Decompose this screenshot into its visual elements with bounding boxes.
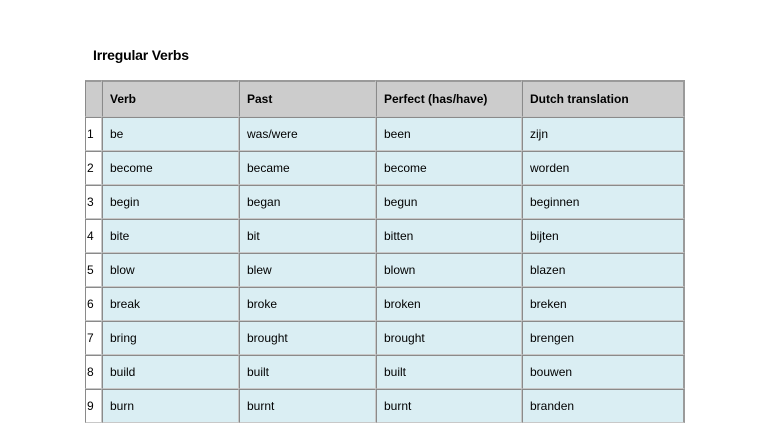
cell-verb: be [102, 117, 239, 151]
cell-verb: build [102, 355, 239, 389]
row-number: 6 [85, 287, 102, 321]
cell-verb: bring [102, 321, 239, 355]
cell-perfect: burnt [376, 389, 522, 423]
row-number: 7 [85, 321, 102, 355]
row-number: 5 [85, 253, 102, 287]
irregular-verbs-table [85, 80, 685, 423]
cell-perfect: blown [376, 253, 522, 287]
cell-past: broke [239, 287, 376, 321]
cell-perfect: broken [376, 287, 522, 321]
cell-perfect: become [376, 151, 522, 185]
header-verb: Verb [102, 80, 239, 117]
table-row [85, 321, 685, 355]
cell-dutch: breken [522, 287, 685, 321]
cell-dutch: branden [522, 389, 685, 423]
cell-past: was/were [239, 117, 376, 151]
cell-past: burnt [239, 389, 376, 423]
header-past: Past [239, 80, 376, 117]
cell-verb: begin [102, 185, 239, 219]
row-number: 1 [85, 117, 102, 151]
cell-verb: bite [102, 219, 239, 253]
cell-verb: burn [102, 389, 239, 423]
cell-dutch: brengen [522, 321, 685, 355]
cell-dutch: blazen [522, 253, 685, 287]
table-row [85, 219, 685, 253]
table-row [85, 185, 685, 219]
row-number: 9 [85, 389, 102, 423]
row-number: 4 [85, 219, 102, 253]
table-row [85, 355, 685, 389]
cell-verb: blow [102, 253, 239, 287]
row-number: 8 [85, 355, 102, 389]
cell-dutch: bouwen [522, 355, 685, 389]
cell-dutch: zijn [522, 117, 685, 151]
cell-perfect: bitten [376, 219, 522, 253]
document-title: Irregular Verbs [93, 47, 189, 63]
cell-past: bit [239, 219, 376, 253]
cell-past: built [239, 355, 376, 389]
cell-perfect: been [376, 117, 522, 151]
cell-past: brought [239, 321, 376, 355]
cell-verb: become [102, 151, 239, 185]
cell-past: began [239, 185, 376, 219]
row-number: 2 [85, 151, 102, 185]
cell-perfect: begun [376, 185, 522, 219]
table-row [85, 287, 685, 321]
cell-perfect: built [376, 355, 522, 389]
cell-dutch: bijten [522, 219, 685, 253]
cell-dutch: worden [522, 151, 685, 185]
header-row-number [85, 80, 102, 117]
cell-past: became [239, 151, 376, 185]
table-row [85, 253, 685, 287]
cell-perfect: brought [376, 321, 522, 355]
row-number: 3 [85, 185, 102, 219]
cell-dutch: beginnen [522, 185, 685, 219]
table-row [85, 389, 685, 423]
header-perfect: Perfect (has/have) [376, 80, 522, 117]
table-row [85, 151, 685, 185]
header-dutch-translation: Dutch translation [522, 80, 685, 117]
cell-verb: break [102, 287, 239, 321]
cell-past: blew [239, 253, 376, 287]
table-row [85, 117, 685, 151]
table-header-row [85, 80, 685, 117]
